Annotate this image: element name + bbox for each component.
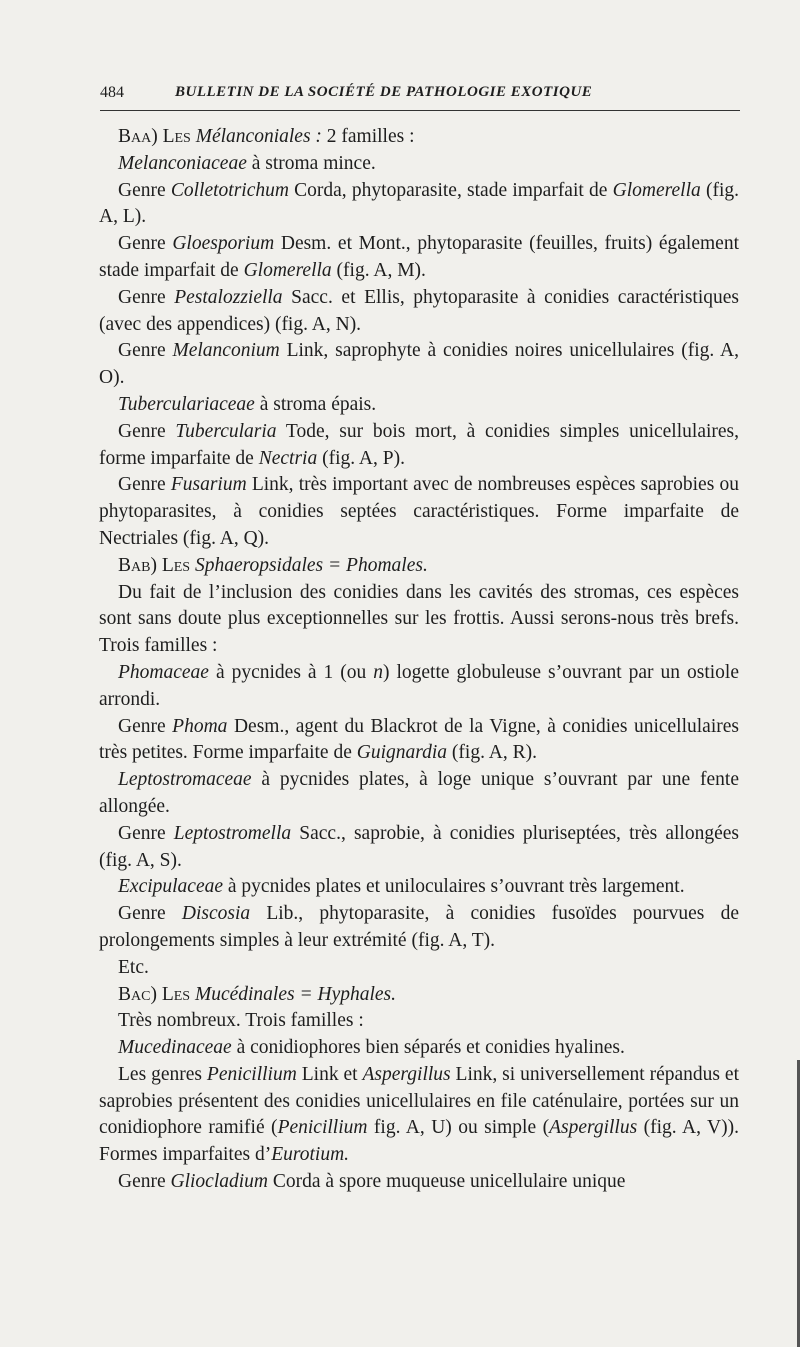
italic-term: Leptostromaceae	[118, 769, 252, 791]
italic-term: Aspergillus	[362, 1063, 451, 1085]
italic-term: Guignardia	[356, 742, 448, 764]
italic-term: Mucedinaceae	[118, 1037, 232, 1059]
paragraph	[99, 874, 739, 901]
text-run: Desm., agent du Blackrot de la Vigne, à conidies unicellulaires très petites. Forme imparfaite de	[99, 715, 739, 764]
italic-term: Tubercularia	[175, 420, 277, 442]
text-run: Genre	[118, 1171, 171, 1193]
text-run: à stroma mince.	[246, 152, 376, 174]
paragraph	[99, 1008, 739, 1035]
paragraph	[99, 392, 739, 419]
italic-term: Glomerella	[243, 259, 332, 281]
text-run: (fig. A, M).	[331, 259, 426, 281]
text-run: Genre	[118, 420, 176, 442]
text-run: à stroma épais.	[254, 393, 377, 415]
text-run: à pycnides plates, à loge unique s’ouvrant par une fente allongée.	[99, 769, 739, 817]
italic-term: Gloesporium	[172, 233, 275, 255]
paragraph	[99, 982, 739, 1009]
text-run: Genre	[118, 715, 173, 737]
italic-term: Discosia	[181, 903, 251, 925]
text-run: ) logette globuleuse s’ouvrant par un ostiole arrondi.	[99, 661, 739, 710]
italic-term: Eurotium.	[271, 1144, 350, 1166]
text-run: Lib., phytoparasite, à conidies fusoïdes pourvues de prolongements simples à leur extrémité (fig. A, T).	[99, 903, 740, 951]
italic-term: Sphaeropsidales = Phomales.	[194, 554, 428, 576]
italic-term: Penicillium	[206, 1063, 297, 1085]
paragraph	[99, 553, 739, 580]
text-run: Sacc., saprobie, à conidies pluriseptées, très allongées (fig. A, S).	[99, 822, 739, 871]
text-run: Genre	[118, 179, 171, 201]
text-run: Bab) Les	[118, 554, 195, 576]
text-run: Très nombreux. Trois familles :	[118, 1010, 364, 1032]
text-run: (fig. A, L).	[99, 179, 739, 228]
italic-term: Gliocladium	[170, 1171, 269, 1193]
text-run: fig. A, U) ou simple (	[367, 1117, 550, 1139]
text-run: Genre	[118, 340, 173, 362]
text-run: Link et	[296, 1063, 363, 1085]
body-text	[99, 124, 739, 1196]
paragraph	[99, 821, 739, 875]
text-run: Tode, sur bois mort, à conidies simples unicellulaires, forme imparfaite de	[99, 420, 739, 469]
text-run: 2 familles :	[326, 126, 415, 147]
italic-term: Aspergillus	[549, 1117, 638, 1139]
italic-term: Phoma	[172, 715, 228, 737]
text-run: Baa) Les	[118, 126, 196, 147]
paragraph	[99, 660, 739, 714]
text-run: Les genres	[118, 1063, 207, 1085]
italic-term: Fusarium	[170, 474, 247, 496]
text-run: Genre	[118, 822, 174, 844]
text-run: Genre	[118, 233, 173, 255]
text-run: à conidiophores bien séparés et conidies hyalines.	[231, 1037, 625, 1059]
paragraph	[99, 231, 739, 285]
text-run: Corda, phytoparasite, stade imparfait de	[288, 179, 613, 201]
page-number: 484	[100, 84, 124, 101]
italic-term: Leptostromella	[173, 822, 292, 844]
text-run: Etc.	[118, 956, 149, 978]
text-run: Du fait de l’inclusion des conidies dans les cavités des stromas, ces espèces sont sans doute plus exceptionnelles sur les frottis. Aussi serons-nous très brefs. Trois familles :	[99, 581, 739, 657]
italic-term: Tuberculariaceae	[118, 393, 255, 415]
paragraph	[99, 1062, 739, 1169]
italic-term: n	[373, 661, 383, 683]
text-run: Link, saprophyte à conidies noires unicellulaires (fig. A, O).	[99, 340, 739, 389]
text-run: Genre	[118, 474, 171, 496]
paragraph	[99, 151, 739, 178]
italic-term: Glomerella	[612, 179, 701, 201]
italic-term: Mélanconiales :	[195, 126, 327, 147]
page-header	[100, 84, 740, 111]
paragraph	[99, 580, 739, 660]
text-run: Genre	[118, 903, 182, 925]
text-run: Bac) Les	[118, 983, 195, 1005]
paragraph	[99, 285, 739, 339]
text-run: à pycnides plates et uniloculaires s’ouvrant très largement.	[223, 876, 685, 898]
paragraph	[99, 1169, 739, 1196]
paragraph	[99, 419, 739, 473]
italic-term: Penicillium	[277, 1117, 368, 1139]
text-run: (fig. A, V)). Formes imparfaites d’	[99, 1117, 739, 1166]
italic-term: Pestalozziella	[174, 286, 283, 308]
paragraph	[99, 955, 739, 982]
italic-term: Melanconiaceae	[118, 152, 247, 174]
paragraph	[99, 767, 739, 821]
italic-term: Mucédinales = Hyphales.	[194, 983, 397, 1005]
text-run: (fig. A, R).	[447, 742, 537, 764]
text-run: Sacc. et Ellis, phytoparasite à conidies caractéristiques (avec des appendices) (fig. A, N).	[99, 286, 740, 335]
paragraph	[99, 714, 739, 768]
text-run: Link, si universellement répandus et saprobies présentent des conidies unicellulaires en file caténulaire, portées sur un conidiophore ramifié (	[99, 1063, 739, 1139]
text-run: Corda à spore muqueuse unicellulaire unique	[268, 1171, 626, 1193]
italic-term: Colletotrichum	[170, 179, 289, 201]
paragraph	[99, 472, 739, 552]
text-run: à pycnides à 1 (ou	[208, 661, 374, 683]
paragraph	[99, 178, 739, 232]
text-run: (fig. A, P).	[317, 447, 405, 469]
paragraph	[99, 901, 739, 955]
paragraph	[99, 124, 739, 151]
text-run: Desm. et Mont., phytoparasite (feuilles, fruits) également stade imparfait de	[99, 233, 739, 281]
italic-term: Excipulaceae	[118, 876, 224, 898]
paragraph	[99, 1035, 739, 1062]
italic-term: Phomaceae	[118, 661, 209, 683]
text-run: Link, très important avec de nombreuses espèces saprobies ou phytoparasites, à conidies septées caractéristiques. Forme imparfaite de Nectriales (fig. A, Q).	[99, 474, 739, 549]
paragraph	[99, 338, 739, 392]
text-run: Genre	[118, 286, 175, 308]
running-title: BULLETIN DE LA SOCIÉTÉ DE PATHOLOGIE EXOTIQUE	[175, 84, 593, 100]
italic-term: Melanconium	[172, 340, 280, 362]
italic-term: Nectria	[258, 447, 318, 469]
